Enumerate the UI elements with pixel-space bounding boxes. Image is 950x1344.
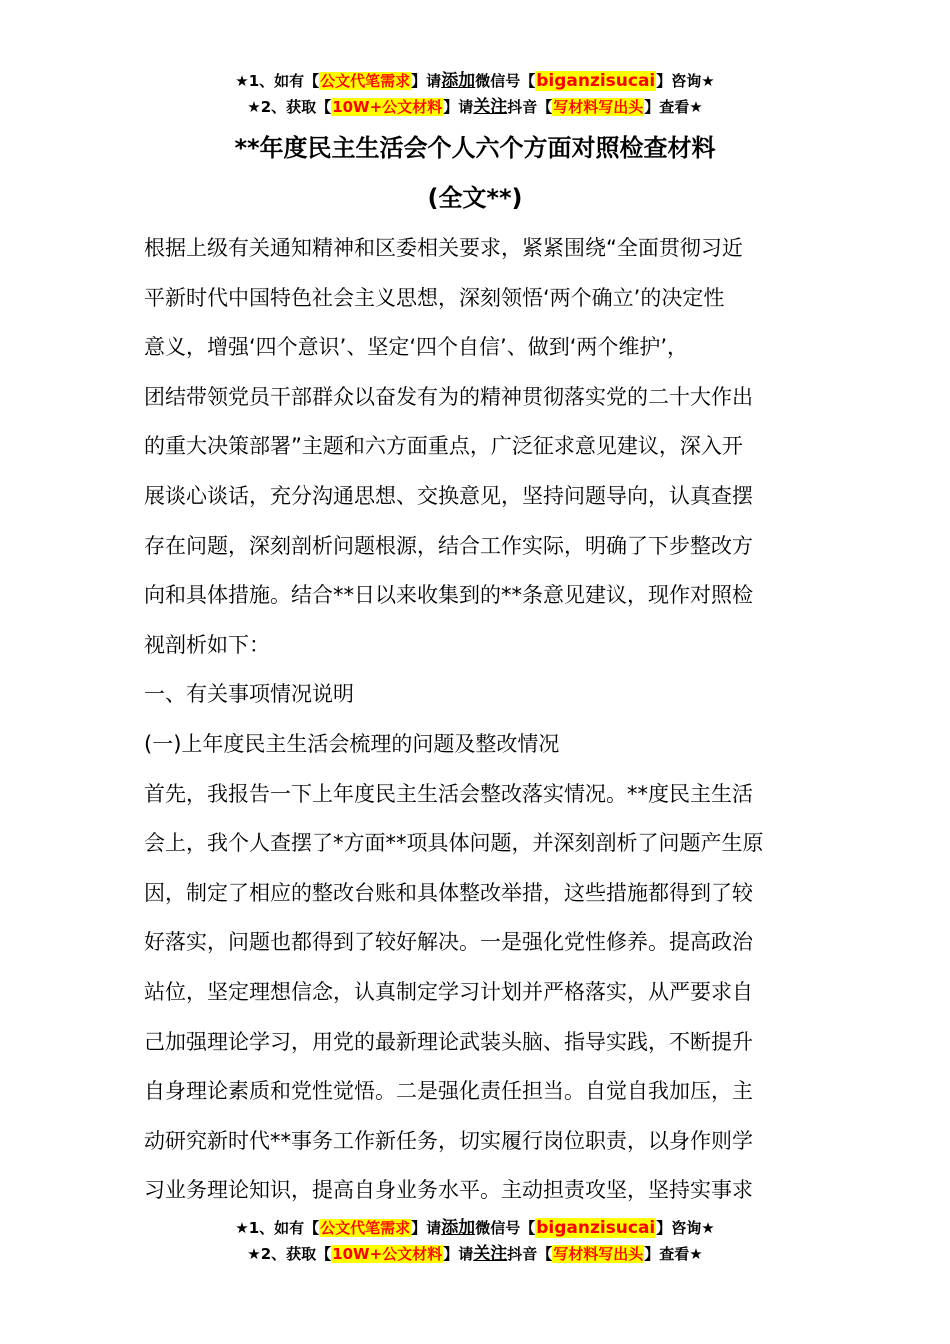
highlight-wechat-id: biganzisucai xyxy=(536,1218,656,1238)
subsection-heading: (一)上年度民主生活会梳理的问题及整改情况 xyxy=(144,731,560,756)
banner-text: 微信号【 xyxy=(475,72,536,90)
banner-line-2 xyxy=(0,1241,950,1267)
body-line: 动研究新时代**事务工作新任务，切实履行岗位职责，以身作则学 xyxy=(144,1128,753,1153)
section-heading: 一、有关事项情况说明 xyxy=(144,682,354,707)
body-line: 的重大决策部署”主题和六方面重点，广泛征求意见建议，深入开 xyxy=(144,434,743,459)
body-line: 视剖析如下： xyxy=(144,632,270,657)
banner-text: 微信号【 xyxy=(475,1219,536,1237)
body-line: 好落实，问题也都得到了较好解决。一是强化党性修养。提高政治 xyxy=(144,930,753,955)
body-line: 存在问题，深刻剖析问题根源，结合工作实际，明确了下步整改方 xyxy=(144,533,753,558)
highlight-materials: 10W+公文材料 xyxy=(332,98,443,116)
highlight-wechat-id: biganzisucai xyxy=(536,71,656,91)
banner-line-1 xyxy=(0,1215,950,1241)
banner-text: 】查看★ xyxy=(644,1245,703,1263)
banner-text: 抖音【 xyxy=(507,98,553,116)
underlined-text: 添加 xyxy=(441,1218,476,1238)
highlight-douyin: 写材料写出头 xyxy=(553,98,644,116)
body-line: 站位，坚定理想信念，认真制定学习计划并严格落实，从严要求自 xyxy=(144,979,753,1004)
banner-text: 抖音【 xyxy=(507,1245,553,1263)
body-line: 意义，增强‘四个意识’、坚定‘四个自信’、做到‘两个维护’， xyxy=(144,335,689,360)
banner-text: 】请 xyxy=(411,72,442,90)
body-line: 向和具体措施。结合**日以来收集到的**条意见建议，现作对照检 xyxy=(144,583,753,608)
body-line: 团结带领党员干部群众以奋发有为的精神贯彻落实党的二十大作出 xyxy=(144,384,753,409)
footer-banner xyxy=(0,1215,950,1267)
body-line: 展谈心谈话，充分沟通思想、交换意见，坚持问题导向，认真查摆 xyxy=(144,483,753,508)
body-line: 根据上级有关通知精神和区委相关要求，紧紧围绕“全面贯彻习近 xyxy=(144,236,743,260)
banner-text: ★1、如有【 xyxy=(235,72,320,90)
highlight-service: 公文代笔需求 xyxy=(320,1219,411,1237)
document-body xyxy=(144,224,816,1216)
highlight-douyin: 写材料写出头 xyxy=(553,1245,644,1263)
banner-line-2 xyxy=(0,94,950,120)
banner-text: 】查看★ xyxy=(644,98,703,116)
banner-text: 】咨询★ xyxy=(656,1219,715,1237)
banner-text: ★2、获取【 xyxy=(247,98,332,116)
underlined-text: 关注 xyxy=(473,97,508,117)
banner-text: 】请 xyxy=(443,98,474,116)
banner-text: 】咨询★ xyxy=(656,72,715,90)
banner-line-1 xyxy=(0,68,950,94)
banner-text: ★2、获取【 xyxy=(247,1245,332,1263)
highlight-materials: 10W+公文材料 xyxy=(332,1245,443,1263)
underlined-text: 添加 xyxy=(441,71,476,91)
body-line: 首先，我报告一下上年度民主生活会整改落实情况。**度民主生活 xyxy=(144,781,753,806)
body-line: 平新时代中国特色社会主义思想，深刻领悟‘两个确立’的决定性 xyxy=(144,285,725,310)
banner-text: 】请 xyxy=(443,1245,474,1263)
body-line: 习业务理论知识，提高自身业务水平。主动担责攻坚，坚持实事求 xyxy=(144,1178,753,1203)
body-line: 因，制定了相应的整改台账和具体整改举措，这些措施都得到了较 xyxy=(144,880,753,905)
header-banner xyxy=(0,68,950,120)
highlight-service: 公文代笔需求 xyxy=(320,72,411,90)
body-line: 自身理论素质和党性觉悟。二是强化责任担当。自觉自我加压，主 xyxy=(144,1079,753,1104)
banner-text: ★1、如有【 xyxy=(235,1219,320,1237)
document-subtitle: (全文**) xyxy=(427,184,523,212)
body-line: 会上，我个人查摆了*方面**项具体问题，并深刻剖析了问题产生原 xyxy=(144,831,764,856)
banner-text: 】请 xyxy=(411,1219,442,1237)
body-line: 己加强理论学习，用党的最新理论武装头脑、指导实践，不断提升 xyxy=(144,1029,753,1054)
document-title: **年度民主生活会个人六个方面对照检查材料 xyxy=(234,134,716,162)
underlined-text: 关注 xyxy=(473,1244,508,1264)
